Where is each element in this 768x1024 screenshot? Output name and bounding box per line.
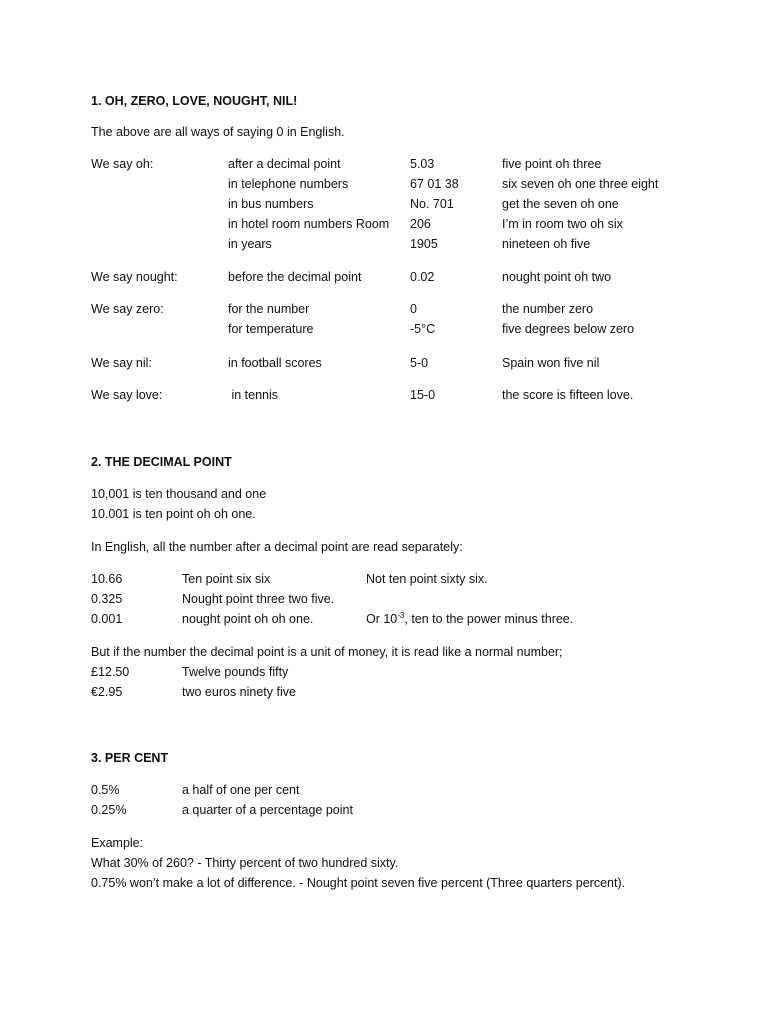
zero-use-1: for the number <box>228 302 310 316</box>
oh-reading-4: I’m in room two oh six <box>502 217 623 231</box>
section3-heading: 3. PER CENT <box>91 751 169 765</box>
decimal-example-note-3 <box>366 613 573 626</box>
zero-example-1: 0 <box>410 302 417 316</box>
oh-reading-5: nineteen oh five <box>502 237 591 251</box>
separately-note: In English, all the number after a decimal point are read separately: <box>91 540 463 554</box>
decimal-example-number-1: 10.66 <box>91 572 123 586</box>
oh-example-2: 67 01 38 <box>410 177 459 191</box>
oh-use-1: after a decimal point <box>228 157 341 171</box>
money-reading-1: Twelve pounds fifty <box>182 665 289 679</box>
exponent: -3 <box>397 611 405 620</box>
decimal-example-reading-3: nought point oh oh one. <box>182 612 314 626</box>
nought-label: We say nought: <box>91 270 178 284</box>
oh-label: We say oh: <box>91 157 154 171</box>
love-use-1: in tennis <box>228 388 279 402</box>
nought-example-1: 0.02 <box>410 270 435 284</box>
example-line-1: What 30% of 260? - Thirty percent of two hundred sixty. <box>91 856 399 870</box>
oh-use-2: in telephone numbers <box>228 177 349 191</box>
zero-example-2: -5°C <box>410 322 436 336</box>
love-example-1: 15-0 <box>410 388 436 402</box>
decimal-line-1: 10,001 is ten thousand and one <box>91 487 267 501</box>
section1-heading: 1. OH, ZERO, LOVE, NOUGHT, NIL! <box>91 94 298 108</box>
money-amount-1: £12.50 <box>91 665 130 679</box>
percent-value-1: 0.5% <box>91 783 120 797</box>
decimal-example-number-2: 0.325 <box>91 592 123 606</box>
percent-value-2: 0.25% <box>91 803 127 817</box>
zero-reading-1: the number zero <box>502 302 594 316</box>
nought-reading-1: nought point oh two <box>502 270 612 284</box>
nil-reading-1: Spain won five nil <box>502 356 600 370</box>
example-line-2: 0.75% won’t make a lot of difference. - Nought point seven five percent (Three quarters percent). <box>91 876 626 890</box>
section1-intro: The above are all ways of saying 0 in English. <box>91 125 345 139</box>
oh-example-3: No. 701 <box>410 197 454 211</box>
zero-reading-2: five degrees below zero <box>502 322 635 336</box>
decimal-example-number-3: 0.001 <box>91 612 123 626</box>
oh-use-4: in hotel room numbers Room <box>228 217 390 231</box>
zero-label: We say zero: <box>91 302 164 316</box>
love-label: We say love: <box>91 388 163 402</box>
example-label: Example: <box>91 836 144 850</box>
oh-example-5: 1905 <box>410 237 438 251</box>
oh-reading-3: get the seven oh one <box>502 197 619 211</box>
note-suffix: , ten to the power minus three. <box>404 612 574 626</box>
decimal-example-reading-1: Ten point six six <box>182 572 271 586</box>
love-reading-1: the score is fifteen love. <box>502 388 634 402</box>
zero-use-2: for temperature <box>228 322 314 336</box>
money-note: But if the number the decimal point is a unit of money, it is read like a normal number; <box>91 645 563 659</box>
oh-use-3: in bus numbers <box>228 197 314 211</box>
decimal-example-reading-2: Nought point three two five. <box>182 592 335 606</box>
nought-use-1: before the decimal point <box>228 270 362 284</box>
note-prefix: Or 10 <box>366 612 398 626</box>
oh-example-1: 5.03 <box>410 157 435 171</box>
money-amount-2: €2.95 <box>91 685 123 699</box>
oh-example-4: 206 <box>410 217 431 231</box>
oh-use-5: in years <box>228 237 272 251</box>
decimal-line-2: 10.001 is ten point oh oh one. <box>91 507 256 521</box>
percent-reading-1: a half of one per cent <box>182 783 300 797</box>
nil-use-1: in football scores <box>228 356 322 370</box>
nil-example-1: 5-0 <box>410 356 429 370</box>
section2-heading: 2. THE DECIMAL POINT <box>91 455 232 469</box>
decimal-example-note-1: Not ten point sixty six. <box>366 572 488 586</box>
percent-reading-2: a quarter of a percentage point <box>182 803 353 817</box>
money-reading-2: two euros ninety five <box>182 685 296 699</box>
nil-label: We say nil: <box>91 356 152 370</box>
oh-reading-1: five point oh three <box>502 157 602 171</box>
oh-reading-2: six seven oh one three eight <box>502 177 659 191</box>
